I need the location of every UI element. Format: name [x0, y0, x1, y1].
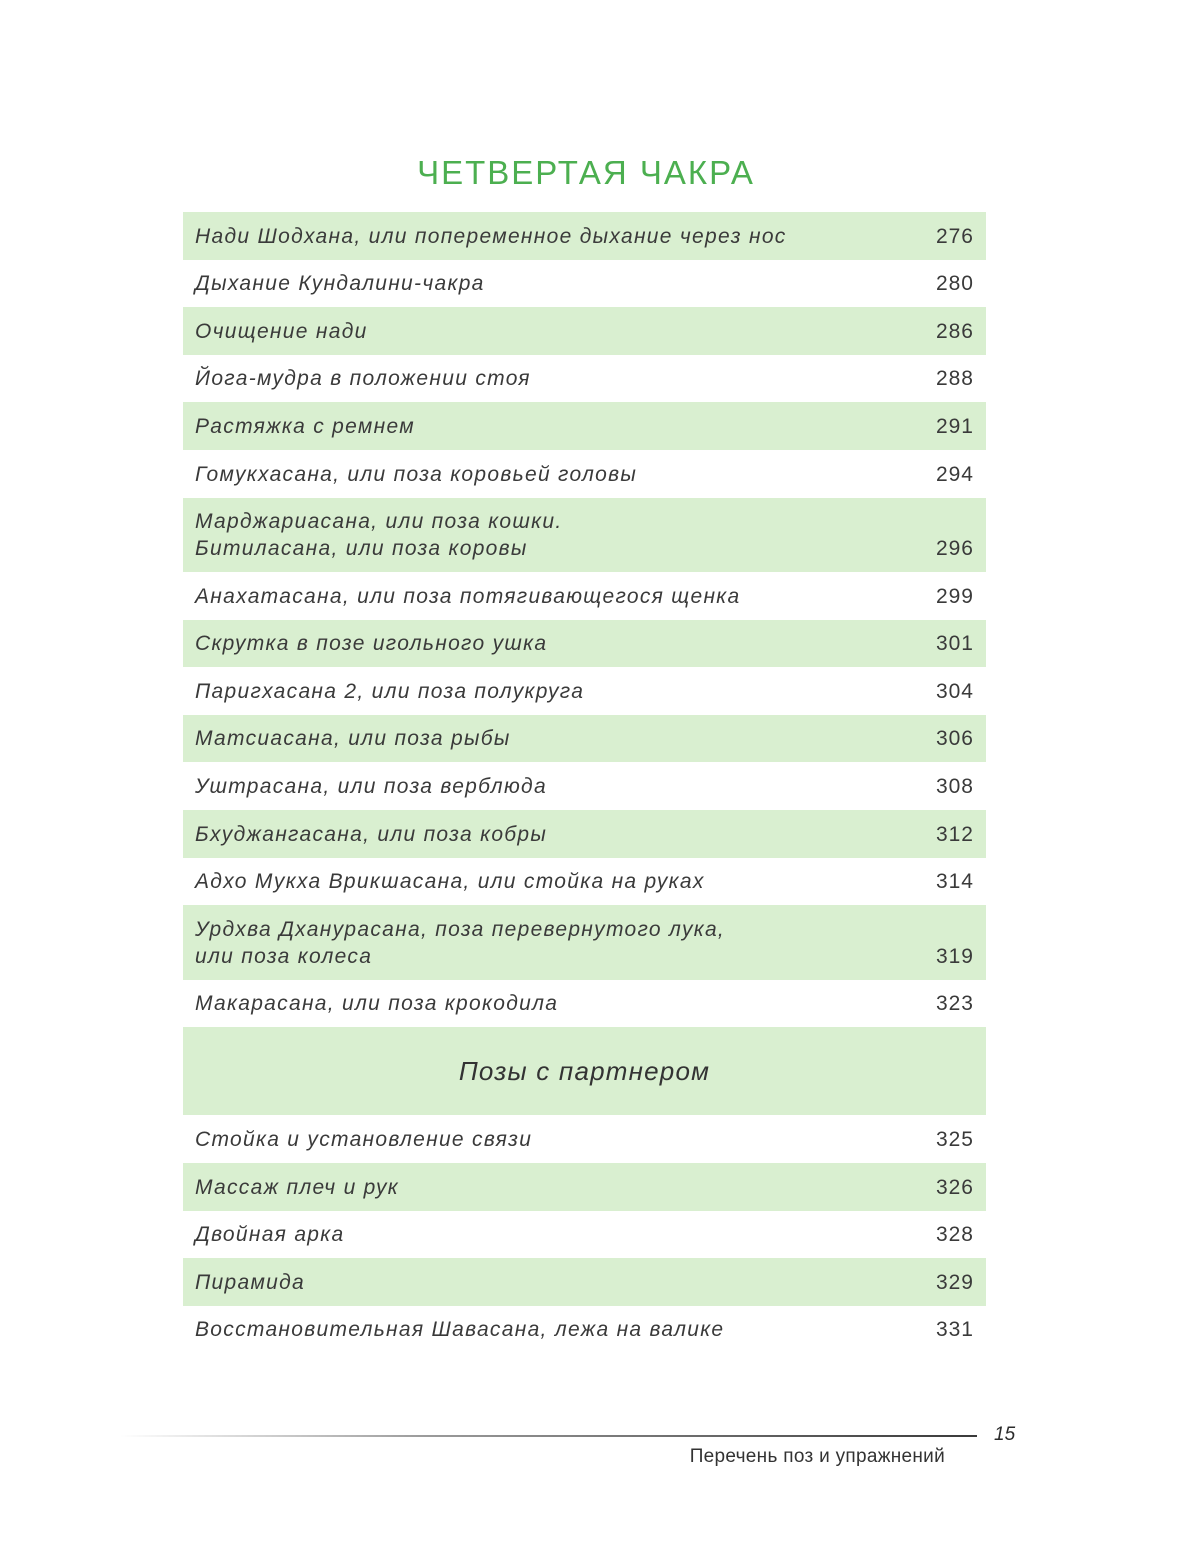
- toc-entry-page: 301: [935, 632, 974, 656]
- toc-entry: [183, 667, 986, 715]
- toc-entry-page: 325: [935, 1127, 974, 1151]
- toc-entry: [183, 980, 986, 1028]
- toc-entry: [183, 402, 986, 450]
- toc-entry-page: 328: [935, 1223, 974, 1247]
- toc-entry-page: 304: [935, 679, 974, 703]
- running-title: Перечень поз и упражнений: [689, 1446, 945, 1467]
- toc-entry: [183, 762, 986, 810]
- toc-entry: [183, 355, 986, 403]
- toc-entry-title: Гомукхасана, или поза коровьей головы: [195, 462, 638, 486]
- toc-entry-title: Восстановительная Шавасана, лежа на валике: [195, 1318, 725, 1342]
- toc-entry-page: 299: [935, 584, 974, 608]
- toc-entry-title: Макарасана, или поза крокодила: [195, 992, 559, 1016]
- toc-entry: [183, 620, 986, 668]
- toc-entry-page: 291: [935, 414, 974, 438]
- toc-entry-title: Дыхание Кундалини-чакра: [195, 272, 485, 296]
- toc-entry-title: Урдхва Дханурасана, поза перевернутого лука, или поза колеса: [195, 917, 726, 968]
- toc-entry-title: Уштрасана, или поза верблюда: [195, 775, 547, 799]
- toc-entry: [183, 1258, 986, 1306]
- toc-entry-title: Йога-мудра в положении стоя: [195, 367, 531, 391]
- toc-entry-title: Скрутка в позе игольного ушка: [195, 632, 548, 656]
- table-of-contents: [183, 212, 986, 1353]
- toc-entry-title: Двойная арка: [195, 1223, 345, 1247]
- toc-entry-title: Массаж плеч и рук: [195, 1175, 399, 1199]
- toc-entry: [183, 858, 986, 906]
- toc-entry: [183, 450, 986, 498]
- toc-entry-page: 296: [935, 537, 974, 561]
- toc-entry-page: 319: [935, 944, 974, 968]
- toc-entry-title: Паригхасана 2, или поза полукруга: [195, 679, 585, 703]
- toc-entry-title: Пирамида: [195, 1270, 306, 1294]
- toc-entry: [183, 1163, 986, 1211]
- partner-poses-heading: Позы с партнером: [183, 1027, 986, 1115]
- toc-entry-page: 306: [935, 727, 974, 751]
- toc-entry: [183, 498, 986, 573]
- toc-entry-page: 308: [935, 775, 974, 799]
- toc-entry-title: Марджариасана, или поза кошки. Битиласана, или поза коровы: [195, 510, 563, 561]
- toc-entry-page: 314: [935, 870, 974, 894]
- toc-entry-page: 312: [935, 822, 974, 846]
- toc-entry-page: 331: [935, 1318, 974, 1342]
- toc-entry: [183, 810, 986, 858]
- toc-entry-page: 286: [935, 319, 974, 343]
- toc-entry-page: 280: [935, 272, 974, 296]
- toc-entry: [183, 1115, 986, 1163]
- toc-entry: [183, 572, 986, 620]
- toc-entry-title: Стойка и установление связи: [195, 1127, 533, 1151]
- toc-entry-title: Матсиасана, или поза рыбы: [195, 727, 511, 751]
- toc-entry: [183, 905, 986, 980]
- toc-entry: [183, 1211, 986, 1259]
- page-number: 15: [994, 1424, 1016, 1445]
- toc-entry: [183, 260, 986, 308]
- toc-entry-page: 323: [935, 992, 974, 1016]
- toc-entry-title: Адхо Мукха Врикшасана, или стойка на руках: [195, 870, 705, 894]
- toc-entry-title: Бхуджангасана, или поза кобры: [195, 822, 548, 846]
- footer-divider: [120, 1435, 977, 1437]
- toc-entry-title: Очищение нади: [195, 319, 368, 343]
- toc-entry: [183, 212, 986, 260]
- section-title: ЧЕТВЕРТАЯ ЧАКРА: [417, 154, 755, 191]
- toc-entry-page: 294: [935, 462, 974, 486]
- toc-entry-page: 326: [935, 1175, 974, 1199]
- toc-entry: [183, 715, 986, 763]
- toc-entry-title: Нади Шодхана, или попеременное дыхание через нос: [195, 224, 787, 248]
- toc-entry-title: Анахатасана, или поза потягивающегося щенка: [195, 584, 741, 608]
- toc-entry: [183, 1306, 986, 1354]
- toc-entry-title: Растяжка с ремнем: [195, 414, 415, 438]
- toc-entry: [183, 307, 986, 355]
- toc-entry-page: 276: [935, 224, 974, 248]
- toc-entry-page: 329: [935, 1270, 974, 1294]
- toc-entry-page: 288: [935, 367, 974, 391]
